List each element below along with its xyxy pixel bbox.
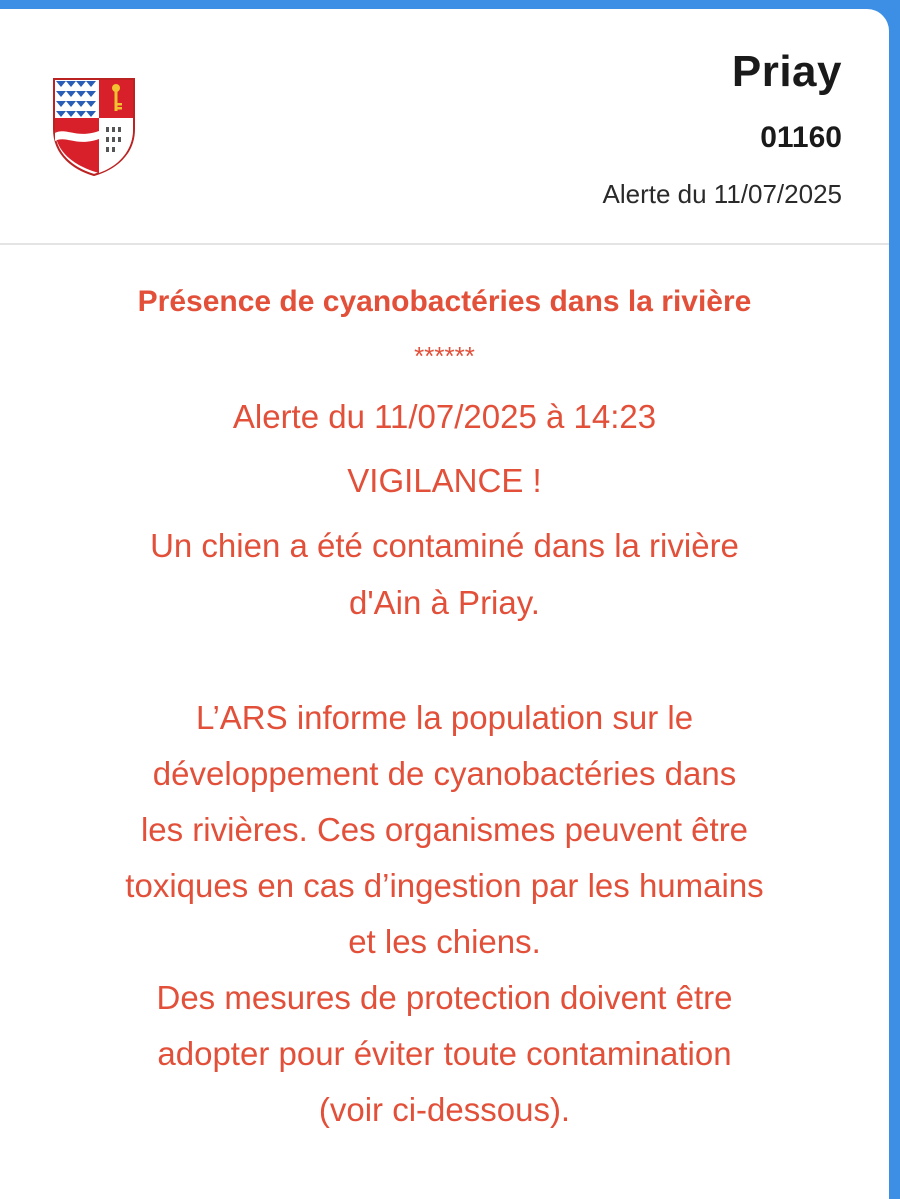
incident-line: Un chien a été contaminé dans la rivière [150,527,739,564]
info-line: les rivières. Ces organismes peuvent être [140,811,749,848]
measures-line: Des mesures de protection doivent être [156,979,733,1016]
alert-datetime: Alerte du 11/07/2025 à 14:23 [232,398,657,435]
coat-of-arms-logo [52,77,136,177]
incident-line: d'Ain à Priay. [349,584,540,621]
alert-header [0,9,889,245]
info-line: développement de cyanobactéries dans [152,755,737,792]
measures-line: adopter pour éviter toute contamination [157,1035,732,1072]
info-line: L’ARS informe la population sur le [195,699,694,736]
vigilance-label: VIGILANCE ! [347,462,542,499]
alert-card [0,9,889,1199]
info-line: toxiques en cas d’ingestion par les humains [125,867,764,904]
postal-code: 01160 [760,121,842,154]
separator: ****** [414,341,475,371]
measures-line: (voir ci-dessous). [318,1091,571,1128]
commune-name: Priay [731,47,842,96]
alert-title: Présence de cyanobactéries dans la rivière [137,285,752,318]
info-line: et les chiens. [348,923,541,960]
alert-date: Alerte du 11/07/2025 [602,179,842,209]
